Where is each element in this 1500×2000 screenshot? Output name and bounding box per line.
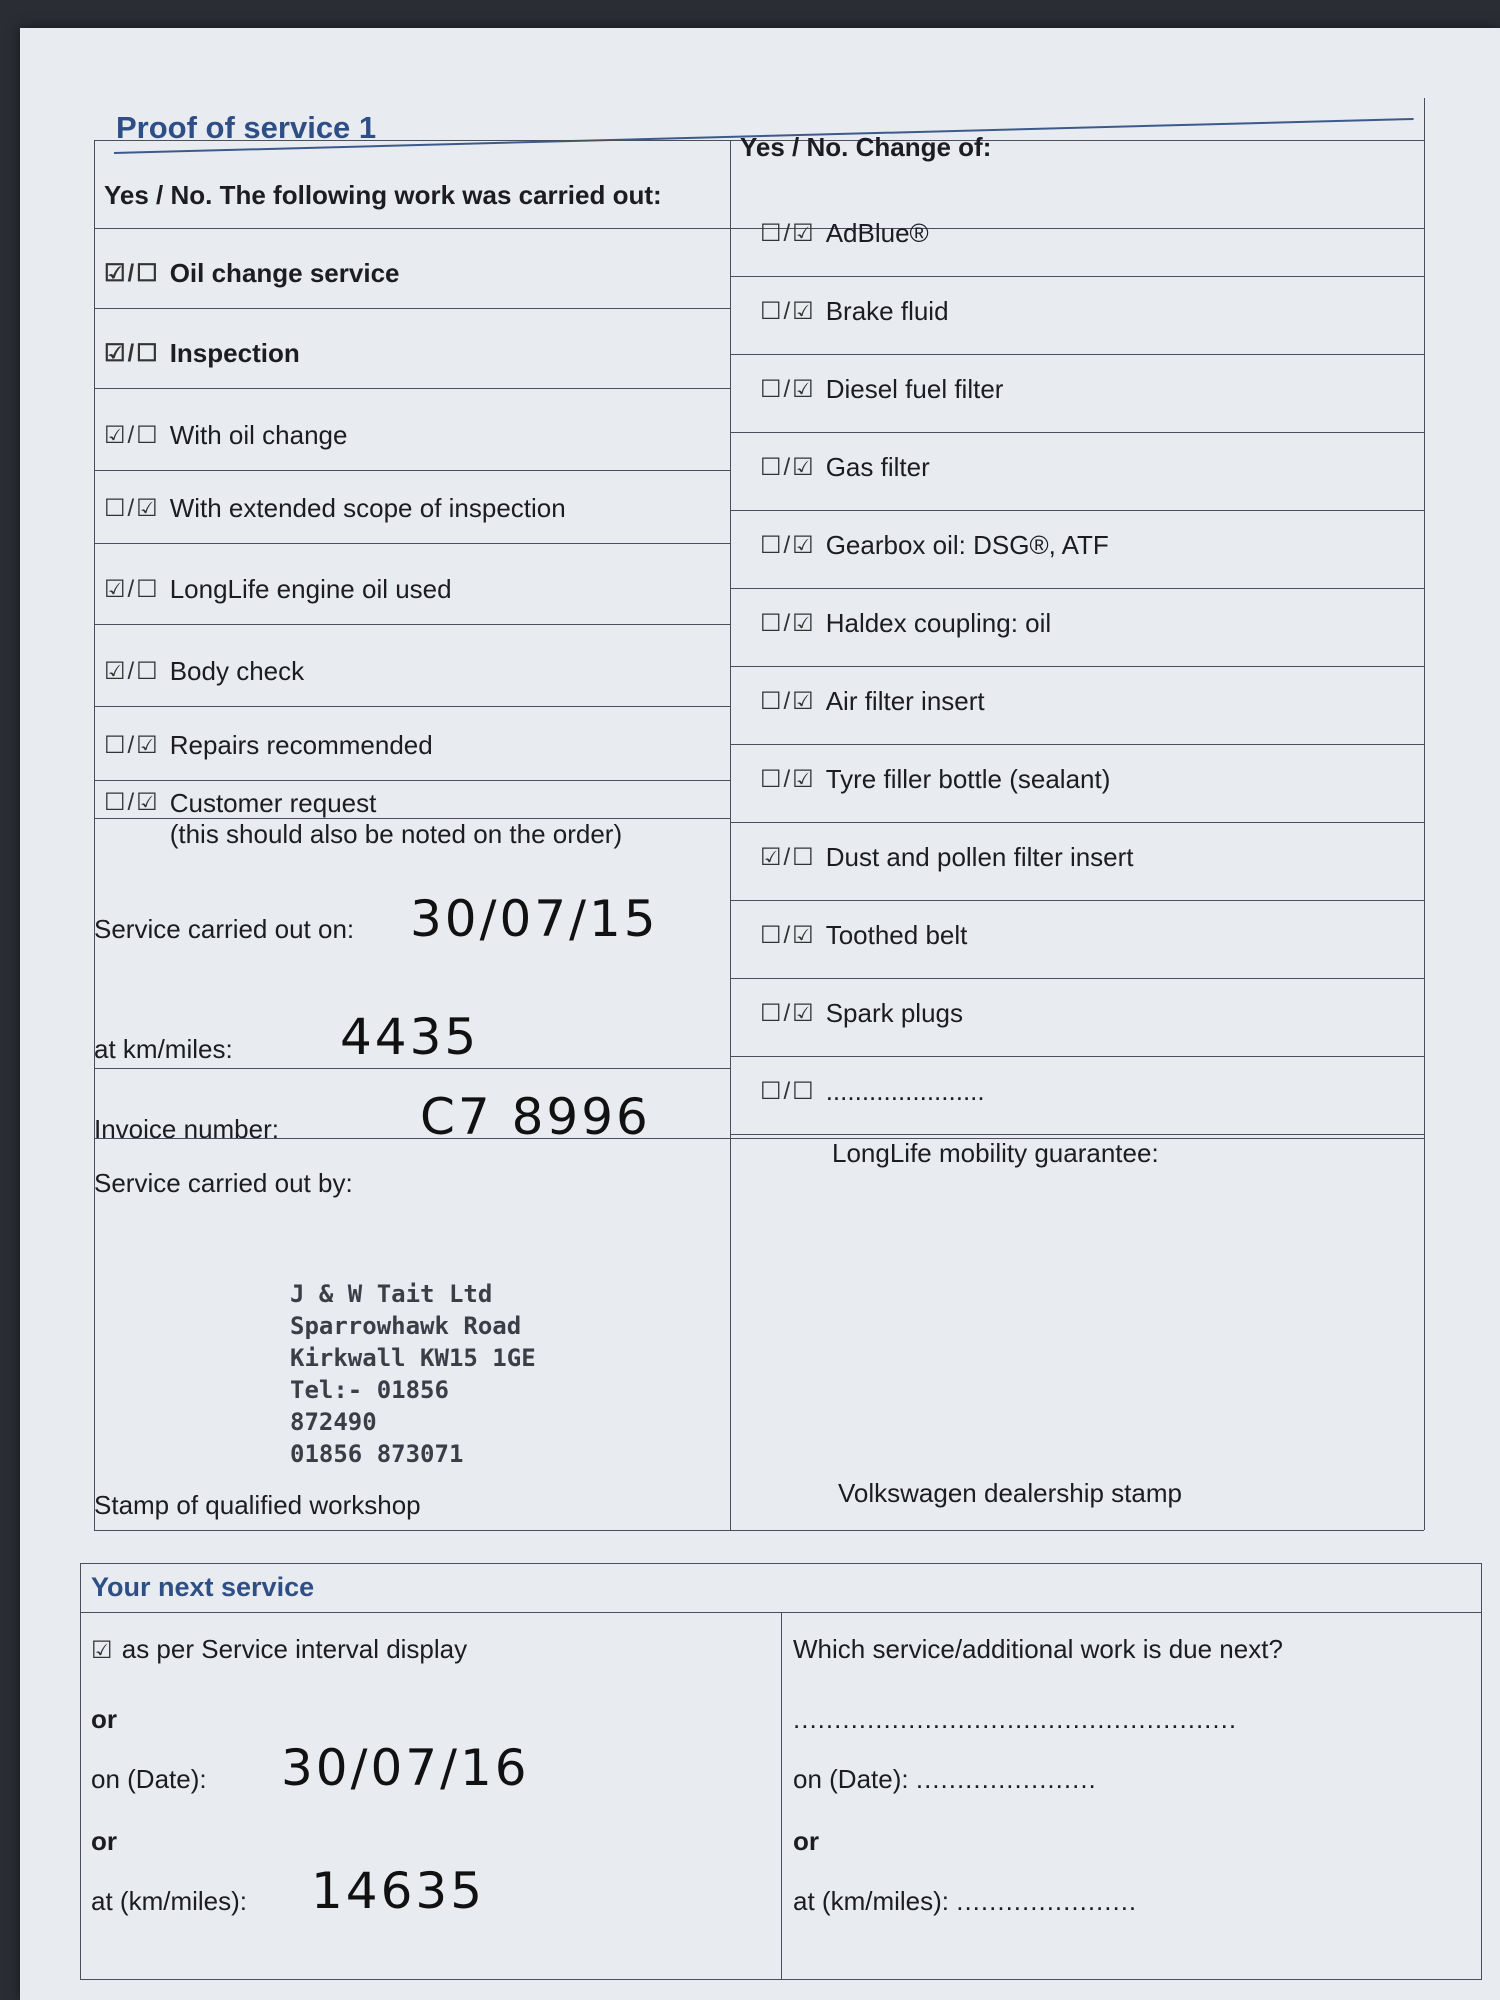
work-item-label: Repairs recommended (169, 730, 433, 760)
change-item-label: Air filter insert (825, 686, 985, 716)
divider (94, 1138, 1424, 1139)
checkbox-icon[interactable]: ☑/☐ (104, 576, 160, 603)
interval-label: as per Service interval display (121, 1634, 468, 1664)
change-item[interactable] (760, 764, 1110, 795)
row-divider (94, 388, 730, 389)
work-item-label: With extended scope of inspection (169, 493, 566, 523)
right-km-label: at (km/miles): (793, 1886, 949, 1916)
row-divider (94, 543, 730, 544)
due-dots: ...................................................... (793, 1704, 1238, 1734)
work-item-label: Inspection (169, 338, 300, 368)
table-right-border (1424, 98, 1425, 1530)
work-item[interactable] (104, 258, 400, 289)
right-date-dots: ...................... (915, 1764, 1097, 1794)
change-item[interactable] (760, 452, 930, 483)
checkbox-icon[interactable]: ☑/☐ (104, 260, 160, 287)
stamp-line: 01856 873071 (290, 1440, 464, 1468)
change-item[interactable] (760, 842, 1134, 873)
row-divider (94, 780, 730, 781)
work-item-label: LongLife engine oil used (169, 574, 452, 604)
dealer-stamp-label: Volkswagen dealership stamp (838, 1478, 1182, 1508)
change-item[interactable] (760, 530, 1109, 561)
row-divider (730, 900, 1424, 901)
change-item-label: Spark plugs (825, 998, 964, 1028)
change-item-label: Gearbox oil: DSG®, ATF (825, 530, 1109, 560)
divider (94, 818, 730, 819)
stamp-line: Sparrowhawk Road (290, 1312, 522, 1340)
checkbox-icon[interactable]: ☐/☑ (760, 922, 816, 949)
work-item[interactable] (104, 420, 347, 451)
mileage-label: at km/miles: (94, 1034, 233, 1064)
checkbox-icon[interactable]: ☐/☑ (760, 688, 816, 715)
row-divider (730, 744, 1424, 745)
checkbox-icon[interactable]: ☑/☐ (104, 340, 160, 367)
or-label: or (91, 1826, 117, 1856)
or-label: or (793, 1826, 819, 1856)
work-item[interactable] (104, 574, 452, 605)
checkbox-icon[interactable]: ☐/☑ (760, 610, 816, 637)
work-item[interactable] (104, 788, 622, 850)
invoice-label: Invoice number: (94, 1114, 279, 1144)
work-item-label: Body check (169, 656, 305, 686)
next-service-header: Your next service (91, 1572, 315, 1602)
workshop-stamp-label: Stamp of qualified workshop (94, 1490, 421, 1520)
service-date-value: 30/07/15 (410, 890, 659, 948)
invoice-value: C7 8996 (420, 1088, 651, 1146)
checkbox-icon[interactable]: ☐/☐ (760, 1078, 816, 1105)
table-bottom-border (94, 1530, 1424, 1531)
change-item[interactable] (760, 686, 985, 717)
change-item[interactable] (760, 998, 963, 1029)
work-header: Yes / No. The following work was carried out: (104, 180, 662, 210)
checkbox-icon[interactable]: ☐/☑ (760, 454, 816, 481)
change-item[interactable] (760, 374, 1003, 405)
checkbox-icon[interactable]: ☐/☑ (760, 532, 816, 559)
stamp-line: J & W Tait Ltd (290, 1280, 493, 1308)
work-item[interactable] (104, 338, 300, 369)
change-header: Yes / No. Change of: (740, 132, 992, 162)
checkbox-icon[interactable]: ☑/☐ (104, 422, 160, 449)
change-item-label: Diesel fuel filter (825, 374, 1004, 404)
change-item-label: Haldex coupling: oil (825, 608, 1052, 638)
mileage-value: 4435 (340, 1008, 480, 1066)
service-date-label: Service carried out on: (94, 914, 355, 944)
row-divider (94, 624, 730, 625)
customer-request-note: (this should also be noted on the order) (169, 819, 623, 849)
change-item[interactable] (760, 296, 949, 327)
checkbox-icon[interactable]: ☐/☑ (760, 766, 816, 793)
change-item-label: Gas filter (825, 452, 930, 482)
row-divider (730, 1056, 1424, 1057)
right-date-label: on (Date): (793, 1764, 909, 1794)
change-item[interactable] (760, 608, 1051, 639)
row-divider (730, 666, 1424, 667)
checkbox-icon[interactable]: ☐/☑ (104, 789, 160, 816)
change-item[interactable] (760, 218, 929, 249)
stamp-line: Tel:- 01856 872490 (290, 1376, 449, 1436)
work-item[interactable] (104, 730, 433, 761)
service-book-page (20, 28, 1500, 2000)
customer-request-text (170, 788, 622, 850)
guarantee-label: LongLife mobility guarantee: (832, 1138, 1159, 1168)
next-service-box (80, 1563, 1482, 1980)
checkbox-icon[interactable]: ☐/☑ (760, 298, 816, 325)
work-item-label: Oil change service (169, 258, 400, 288)
right-km (793, 1886, 1137, 1917)
page-title: Proof of service 1 (116, 110, 377, 145)
stamp-line: Kirkwall KW15 1GE (290, 1344, 536, 1372)
row-divider (730, 354, 1424, 355)
row-divider (730, 1134, 1424, 1135)
checkbox-icon[interactable]: ☑/☐ (760, 844, 816, 871)
right-km-dots: ...................... (956, 1886, 1138, 1916)
checkbox-icon[interactable]: ☐/☑ (104, 495, 160, 522)
work-item-label: With oil change (169, 420, 348, 450)
row-divider (730, 276, 1424, 277)
work-item[interactable] (104, 493, 566, 524)
checkbox-icon[interactable]: ☐/☑ (760, 1000, 816, 1027)
checkbox-icon[interactable]: ☐/☑ (760, 376, 816, 403)
row-divider (730, 588, 1424, 589)
row-divider (730, 510, 1424, 511)
header-divider (94, 228, 1424, 229)
next-km-value: 14635 (311, 1862, 486, 1920)
or-label: or (91, 1704, 117, 1734)
checkbox-icon[interactable]: ☐/☑ (104, 732, 160, 759)
row-divider (94, 706, 730, 707)
row-divider (94, 308, 730, 309)
divider (94, 1068, 730, 1069)
row-divider (730, 978, 1424, 979)
change-item[interactable] (760, 920, 967, 951)
change-item-label: Tyre filler bottle (sealant) (825, 764, 1111, 794)
next-km-label: at (km/miles): (91, 1886, 247, 1916)
change-item-label: Brake fluid (825, 296, 949, 326)
checkbox-icon[interactable]: ☑ (91, 1637, 115, 1664)
change-item-label: Toothed belt (825, 920, 968, 950)
next-date-value: 30/07/16 (281, 1739, 530, 1797)
workshop-stamp (290, 1278, 550, 1470)
due-question: Which service/additional work is due next? (793, 1634, 1283, 1664)
change-item-label: Dust and pollen filter insert (825, 842, 1134, 872)
change-item-label: ...................... (825, 1076, 985, 1106)
column-divider (730, 140, 731, 1530)
row-divider (730, 432, 1424, 433)
checkbox-icon[interactable]: ☐/☑ (760, 220, 816, 247)
change-item-label: AdBlue® (825, 218, 929, 248)
work-item-label: Customer request (169, 788, 377, 818)
right-date (793, 1764, 1097, 1795)
change-item[interactable] (760, 1076, 985, 1107)
column-divider (781, 1612, 782, 1979)
table-left-border (94, 140, 95, 1530)
checkbox-icon[interactable]: ☑/☐ (104, 658, 160, 685)
interval-option[interactable] (91, 1634, 467, 1665)
carried-out-by-label: Service carried out by: (94, 1168, 353, 1198)
row-divider (94, 470, 730, 471)
row-divider (730, 822, 1424, 823)
work-item[interactable] (104, 656, 304, 687)
next-date-label: on (Date): (91, 1764, 207, 1794)
